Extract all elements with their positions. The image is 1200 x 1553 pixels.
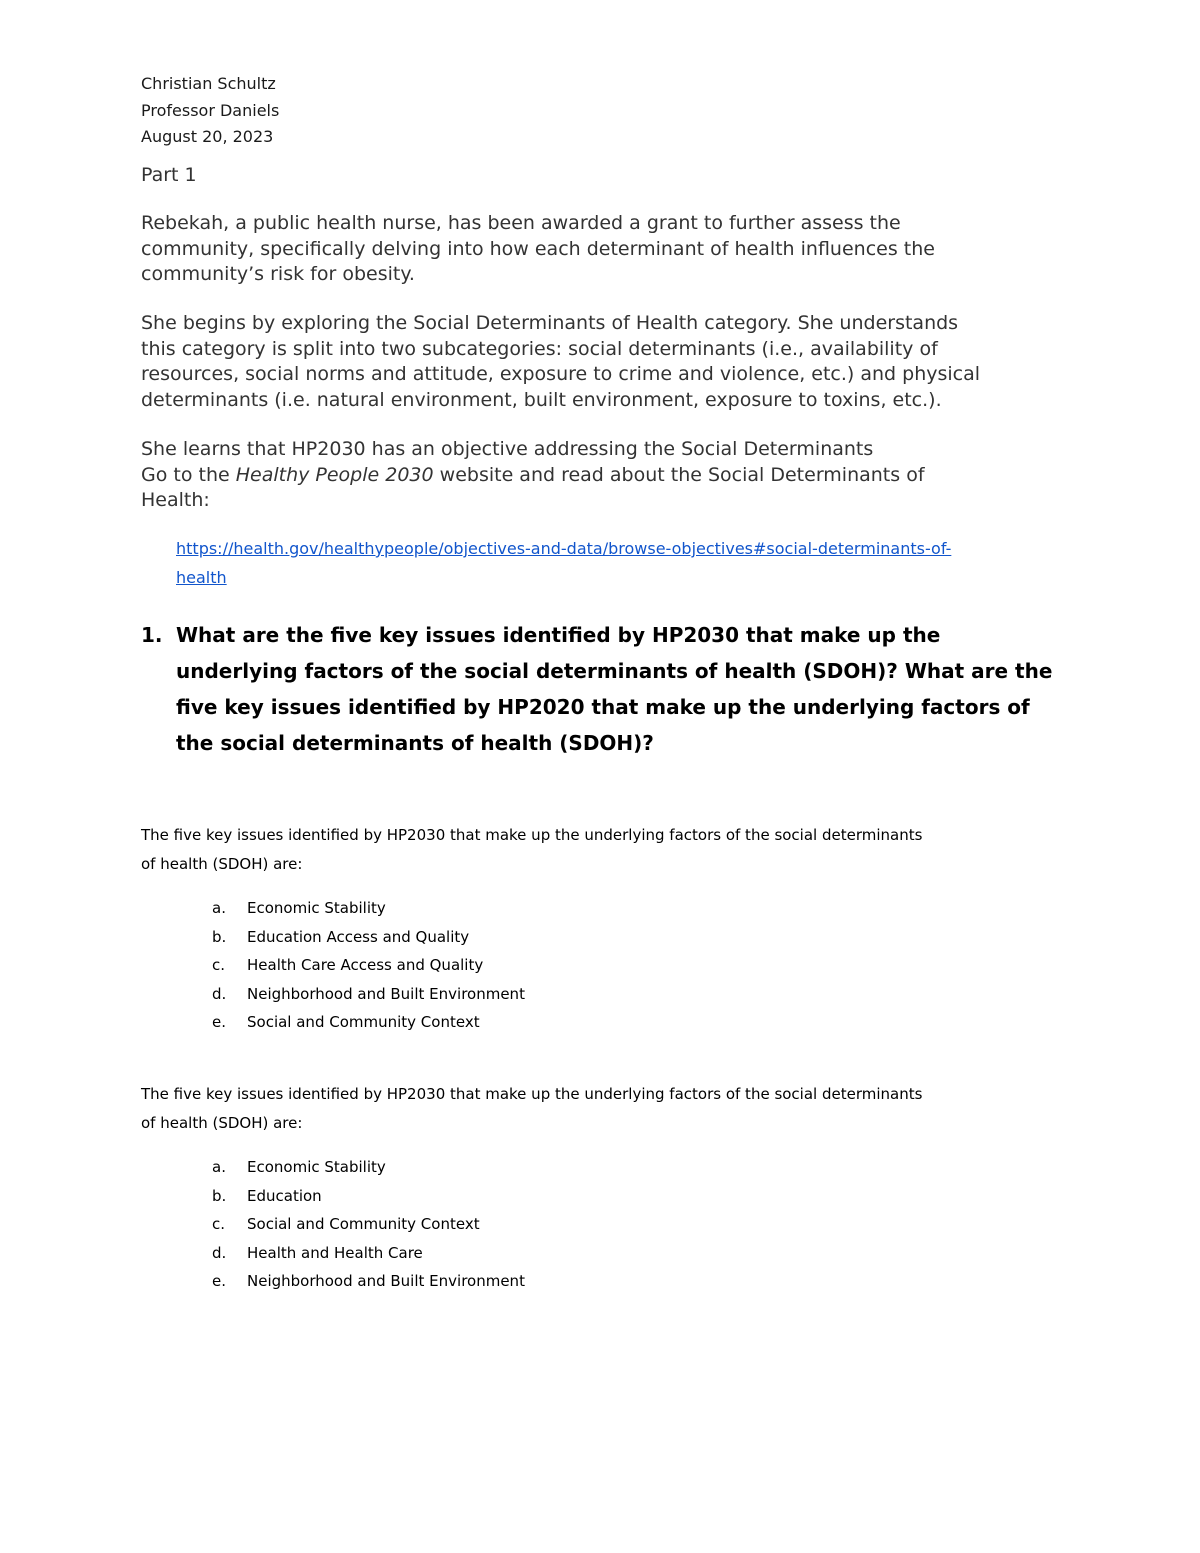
list-marker: d. xyxy=(212,984,227,1003)
list-item xyxy=(212,951,525,980)
list-item-text: Neighborhood and Built Environment xyxy=(247,984,525,1003)
paragraph-line: resources, social norms and attitude, exposure to crime and violence, etc.) and physical xyxy=(141,363,981,385)
list-item xyxy=(212,1210,525,1239)
paragraph-line: She begins by exploring the Social Determinants of Health category. She understands xyxy=(141,312,959,334)
line-text: website and read about the Social Determinants of xyxy=(433,463,925,486)
question-number: 1. xyxy=(141,623,163,647)
list-item xyxy=(212,1239,525,1268)
answer-line: of health (SDOH) are: xyxy=(141,855,303,873)
intro-paragraph xyxy=(141,211,1076,288)
italic-title: Healthy People 2030 xyxy=(235,463,434,486)
list-item xyxy=(212,1267,525,1296)
list-marker: a. xyxy=(212,899,226,917)
answer-intro-second xyxy=(141,1080,1071,1138)
link-line[interactable]: https://health.gov/healthypeople/objectives-and-data/browse-objectives#social-determinants-of- xyxy=(176,539,952,558)
link-line[interactable]: health xyxy=(176,568,227,587)
answer-line: The five key issues identified by HP2030 that make up the underlying factors of the social determinants xyxy=(141,1085,923,1103)
professor-name: Professor Daniels xyxy=(141,101,280,120)
list-item xyxy=(212,923,525,952)
hp2030-issues-list xyxy=(212,894,525,1037)
list-item xyxy=(212,980,525,1009)
paragraph-line: this category is split into two subcategories: social determinants (i.e., availability of xyxy=(141,337,938,360)
question-line: What are the five key issues identified by HP2030 that make up the xyxy=(176,623,941,647)
paragraph-line: She learns that HP2030 has an objective addressing the Social Determinants xyxy=(141,438,874,460)
answer-intro-hp2030 xyxy=(141,821,1071,879)
list-marker: c. xyxy=(212,956,226,974)
list-marker: d. xyxy=(212,1243,227,1262)
list-item-text: Health and Health Care xyxy=(247,1243,423,1262)
paragraph-line: Health: xyxy=(141,489,210,511)
line-text: Go to the xyxy=(141,463,236,486)
answer-line: of health (SDOH) are: xyxy=(141,1114,303,1132)
paragraph-line: Rebekah, a public health nurse, has been awarded a grant to further assess the xyxy=(141,212,901,234)
question-1 xyxy=(141,617,1071,761)
part-title: Part 1 xyxy=(141,164,197,186)
list-item-text: Education xyxy=(247,1186,322,1205)
list-marker: c. xyxy=(212,1215,226,1233)
list-item-text: Economic Stability xyxy=(247,1158,386,1176)
hp2020-issues-list xyxy=(212,1153,525,1296)
list-item-text: Health Care Access and Quality xyxy=(247,956,484,974)
list-marker: b. xyxy=(212,1186,227,1205)
list-item xyxy=(212,1182,525,1211)
list-item-text: Neighborhood and Built Environment xyxy=(247,1272,525,1290)
list-item-text: Economic Stability xyxy=(247,899,386,917)
list-item xyxy=(212,1153,525,1182)
hp2030-link[interactable] xyxy=(176,534,951,592)
list-item-text: Education Access and Quality xyxy=(247,927,470,946)
hp2030-paragraph xyxy=(141,437,1076,514)
list-marker: e. xyxy=(212,1013,226,1031)
question-line: five key issues identified by HP2020 that make up the underlying factors of xyxy=(176,695,1030,719)
list-item-text: Social and Community Context xyxy=(247,1215,480,1233)
paragraph-line: determinants (i.e. natural environment, built environment, exposure to toxins, etc.). xyxy=(141,388,942,411)
list-marker: e. xyxy=(212,1272,226,1290)
question-line: underlying factors of the social determinants of health (SDOH)? What are the xyxy=(176,659,1053,683)
list-item-text: Social and Community Context xyxy=(247,1013,480,1031)
paragraph-line xyxy=(141,463,1076,489)
list-item xyxy=(212,1008,525,1037)
list-marker: b. xyxy=(212,927,227,946)
sdoh-paragraph xyxy=(141,311,1076,413)
list-marker: a. xyxy=(212,1158,226,1176)
document-date: August 20, 2023 xyxy=(141,127,274,146)
answer-line: The five key issues identified by HP2030 that make up the underlying factors of the social determinants xyxy=(141,826,923,844)
list-item xyxy=(212,894,525,923)
question-line: the social determinants of health (SDOH)? xyxy=(176,731,654,755)
author-name: Christian Schultz xyxy=(141,74,276,93)
paragraph-line: community, specifically delving into how each determinant of health influences the xyxy=(141,237,935,260)
paragraph-line: community’s risk for obesity. xyxy=(141,263,415,285)
